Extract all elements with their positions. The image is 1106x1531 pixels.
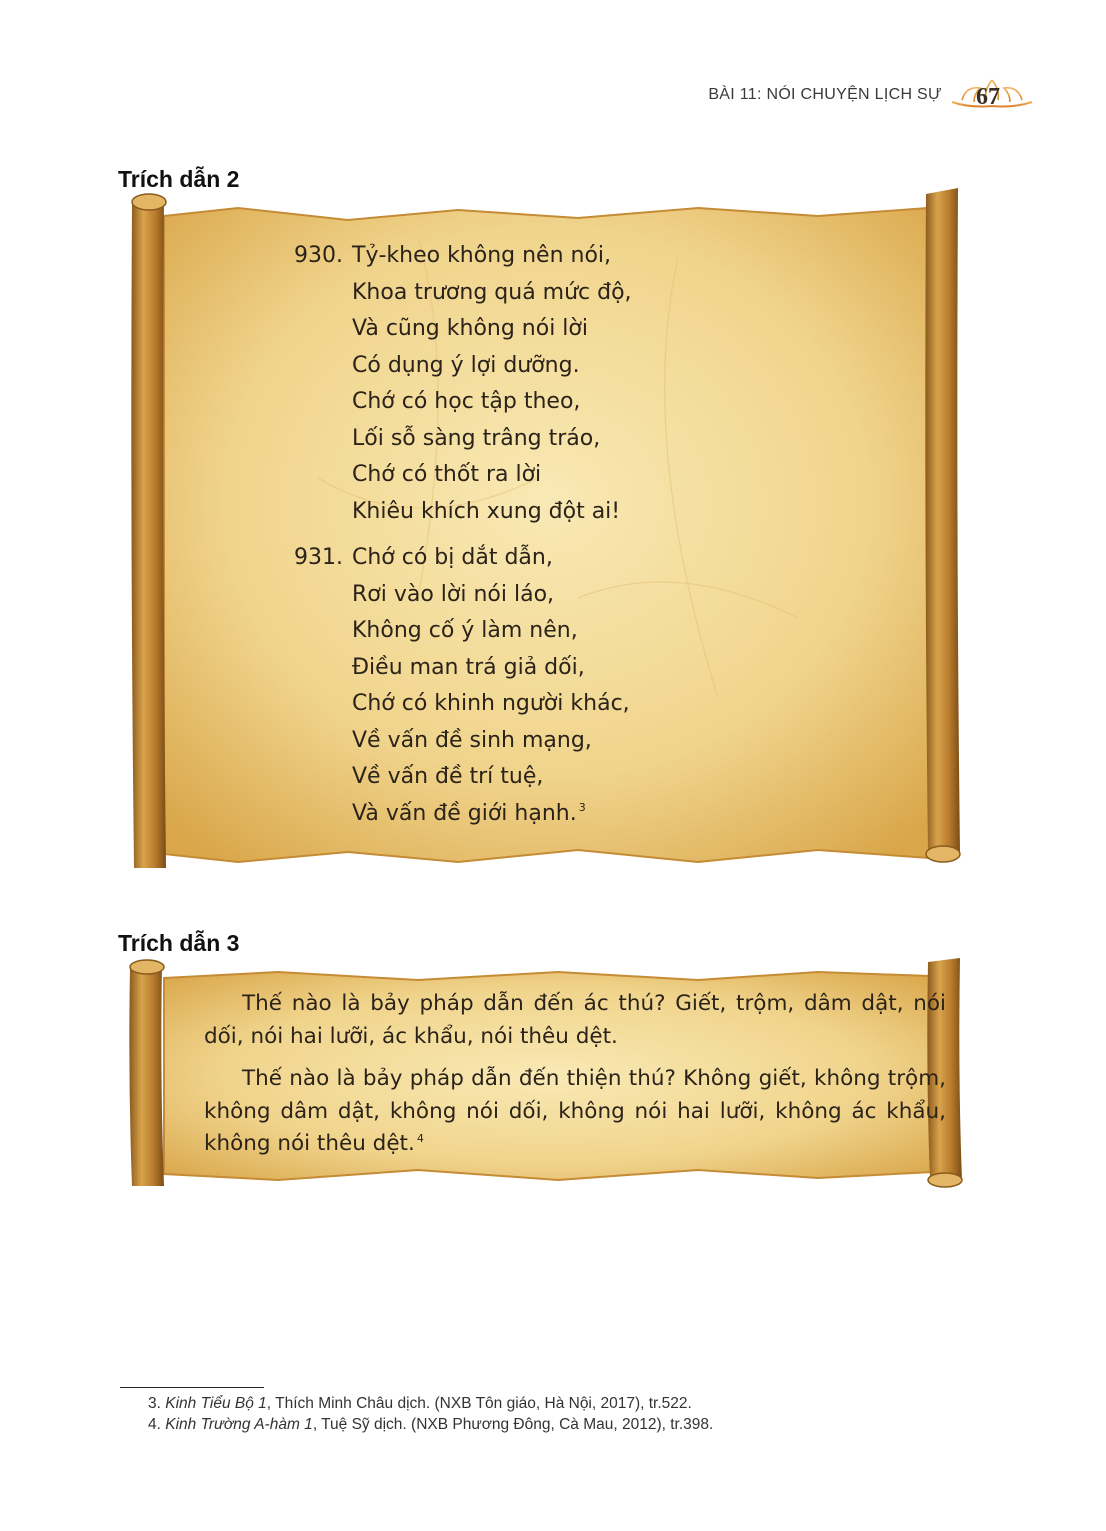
lesson-title: BÀI 11: NÓI CHUYỆN LỊCH SỰ [708, 86, 942, 103]
parchment-scroll-quote2 [118, 178, 976, 888]
poem-line: Về vấn đề trí tuệ, [352, 764, 544, 789]
poem-line [352, 796, 630, 833]
poem-line: Và cũng không nói lời [352, 316, 588, 341]
quote3-paragraph [204, 1063, 946, 1161]
poem-line: Lối sỗ sàng trâng tráo, [352, 425, 601, 451]
footnotes [148, 1393, 713, 1435]
footnote-4 [148, 1414, 713, 1435]
stanza-number: 930. [294, 243, 343, 268]
quote2-poem [294, 238, 854, 842]
footnote-ref-3[interactable]: 3 [578, 801, 586, 815]
footnote-3 [148, 1393, 713, 1414]
poem-line: Chớ có thốt ra lời [352, 462, 542, 487]
poem-line: Về vấn đề sinh mạng, [352, 727, 592, 753]
parchment-scroll-quote3 [118, 958, 978, 1196]
quote3-title: Trích dẫn 3 [118, 930, 240, 956]
poem-line: Khiêu khích xung đột ai! [352, 498, 621, 524]
page-header [708, 78, 1034, 112]
footnote-divider [120, 1387, 264, 1388]
quote3-paragraph: Thế nào là bảy pháp dẫn đến ác thú? Giết, trộm, dâm dật, nói dối, nói hai lưỡi, ác khẩu, nói thêu dệt. [204, 991, 946, 1049]
quote2-title: Trích dẫn 2 [118, 166, 240, 192]
quote3-paragraph-text: Thế nào là bảy pháp dẫn đến thiện thú? Không giết, không trộm, không dâm dật, không nói dối, không nói hai lưỡi, không ác khẩu, không nói thêu dệt. [204, 1066, 946, 1156]
poem-line: Tỷ-kheo không nên nói, [352, 243, 612, 268]
footnote-ref-4[interactable]: 4 [416, 1131, 424, 1145]
stanza-931 [294, 540, 854, 832]
footnote-number: 3. [148, 1395, 161, 1412]
poem-line: Chớ có khinh người khác, [352, 691, 630, 716]
footnote-number: 4. [148, 1416, 161, 1433]
footnote-source-title: Kinh Trường A-hàm 1 [165, 1416, 313, 1433]
stanza-number: 931. [294, 545, 343, 570]
poem-line-text: Và vấn đề giới hạnh. [352, 800, 577, 826]
footnote-citation: , Thích Minh Châu dịch. (NXB Tôn giáo, Hà Nội, 2017), tr.522. [266, 1395, 692, 1412]
poem-line: Không cố ý làm nên, [352, 618, 578, 643]
poem-line: Chớ có học tập theo, [352, 389, 581, 414]
page-number: 67 [976, 84, 1000, 110]
poem-line: Rơi vào lời nói láo, [352, 581, 555, 607]
lotus-icon [950, 78, 1034, 112]
poem-line: Có dụng ý lợi dưỡng. [352, 352, 580, 378]
quote3-text [204, 988, 946, 1171]
poem-line: Điều man trá giả dối, [352, 654, 585, 680]
footnote-source-title: Kinh Tiểu Bộ 1 [165, 1395, 267, 1412]
poem-line: Khoa trương quá mức độ, [352, 279, 632, 305]
stanza-930 [294, 238, 854, 530]
footnote-citation: , Tuệ Sỹ dịch. (NXB Phương Đông, Cà Mau, 2012), tr.398. [312, 1416, 714, 1433]
poem-line: Chớ có bị dắt dẫn, [352, 545, 553, 570]
